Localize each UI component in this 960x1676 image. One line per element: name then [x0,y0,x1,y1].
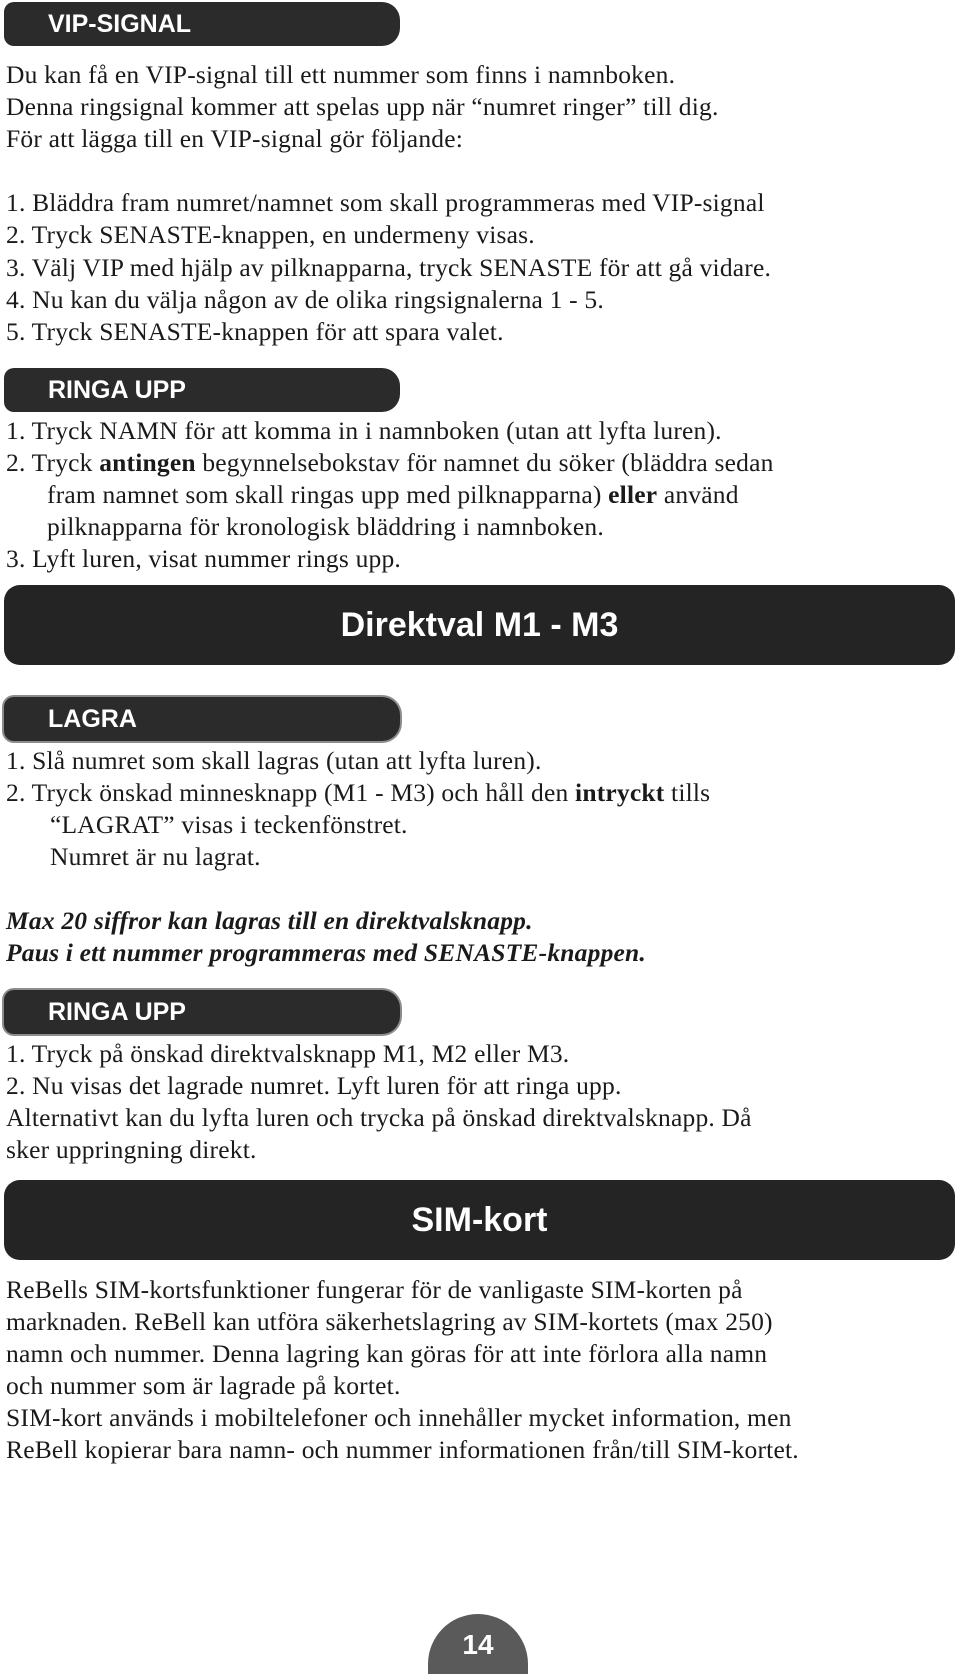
sim-line-3: namn och nummer. Denna lagring kan göras för att inte förlora alla namn [6,1339,768,1368]
ringa-step-2-line-3: pilknapparna för kronologisk bläddring i namnboken. [47,512,604,541]
vip-step-4: 4. Nu kan du välja någon av de olika ringsignalerna 1 - 5. [6,285,604,314]
sim-line-4: och nummer som är lagrade på kortet. [6,1371,401,1400]
direktval-ringa-step-2: 2. Nu visas det lagrade numret. Lyft luren för att ringa upp. [6,1071,622,1100]
note-pause: Paus i ett nummer programmeras med SENASTE-knappen. [6,938,646,967]
direktval-ringa-step-1: 1. Tryck på önskad direktvalsknapp M1, M2 eller M3. [6,1039,570,1068]
ringa-step-2-line-2: fram namnet som skall ringas upp med pilknapparna) eller använd [47,480,739,509]
sim-line-6: ReBell kopierar bara namn- och nummer informationen från/till SIM-kortet. [6,1435,799,1464]
vip-intro-line-2: Denna ringsignal kommer att spelas upp när “numret ringer” till dig. [6,92,719,121]
ringa-upp-direktval-heading: RINGA UPP [4,990,400,1034]
page-number: 14 [428,1614,528,1674]
sim-line-2: marknaden. ReBell kan utföra säkerhetslagring av SIM-kortets (max 250) [6,1307,773,1336]
ringa-step-1: 1. Tryck NAMN för att komma in i namnboken (utan att lyfta luren). [6,416,722,445]
direktval-ringa-alt-1: Alternativt kan du lyfta luren och trycka på önskad direktvalsknapp. Då [6,1103,752,1132]
note-max-digits: Max 20 siffror kan lagras till en direktvalsknapp. [6,906,533,935]
emphasis-intryckt: intryckt [575,778,665,807]
vip-step-1: 1. Bläddra fram numret/namnet som skall programmeras med VIP-signal [6,188,765,217]
vip-step-5: 5. Tryck SENASTE-knappen för att spara valet. [6,317,504,346]
ringa-step-3: 3. Lyft luren, visat nummer rings upp. [6,544,402,573]
direktval-title-bar: Direktval M1 - M3 [4,585,955,665]
vip-signal-heading: VIP-SIGNAL [4,2,400,46]
emphasis-eller: eller [608,480,658,509]
sim-line-1: ReBells SIM-kortsfunktioner fungerar för de vanligaste SIM-korten på [6,1275,743,1304]
lagra-step-2-line-1: 2. Tryck önskad minnesknapp (M1 - M3) och håll den intryckt tills [6,778,711,807]
lagra-step-2-line-3: Numret är nu lagrat. [50,842,261,871]
vip-step-2: 2. Tryck SENASTE-knappen, en undermeny visas. [6,220,535,249]
vip-intro-line-3: För att lägga till en VIP-signal gör följande: [6,124,464,153]
vip-intro-line-1: Du kan få en VIP-signal till ett nummer som finns i namnboken. [6,60,676,89]
direktval-ringa-alt-2: sker uppringning direkt. [6,1135,257,1164]
lagra-step-1: 1. Slå numret som skall lagras (utan att lyfta luren). [6,746,542,775]
sim-kort-title-bar: SIM-kort [4,1180,955,1260]
vip-step-3: 3. Välj VIP med hjälp av pilknapparna, tryck SENASTE för att gå vidare. [6,253,772,282]
lagra-step-2-line-2: “LAGRAT” visas i teckenfönstret. [50,810,408,839]
emphasis-antingen: antingen [99,448,196,477]
ringa-step-2-line-1: 2. Tryck antingen begynnelsebokstav för namnet du söker (bläddra sedan [6,448,774,477]
sim-line-5: SIM-kort används i mobiltelefoner och innehåller mycket information, men [6,1403,792,1432]
lagra-heading: LAGRA [4,697,400,741]
ringa-upp-heading: RINGA UPP [4,368,400,412]
